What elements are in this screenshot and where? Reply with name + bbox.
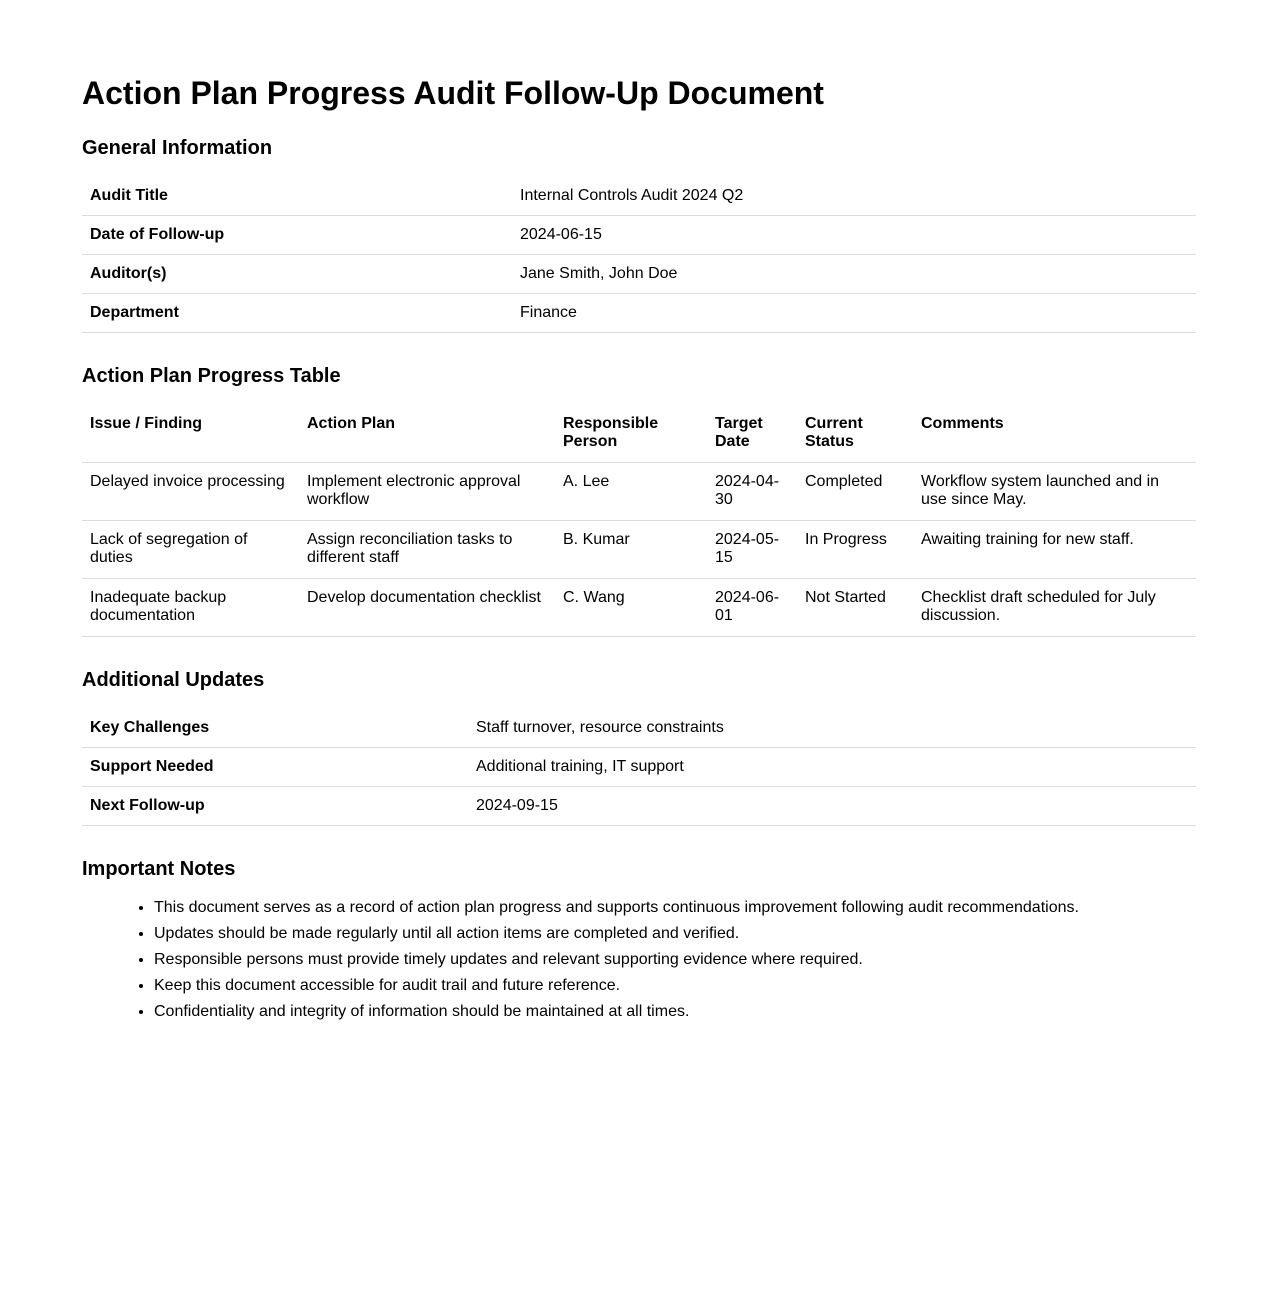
page-title: Action Plan Progress Audit Follow-Up Document bbox=[82, 75, 824, 111]
responsible-person-cell: C. Wang bbox=[555, 579, 707, 637]
list-item: • Keep this document accessible for audit trail and future reference. bbox=[154, 973, 1196, 999]
important-notes-list bbox=[82, 895, 1196, 1025]
table-row bbox=[82, 463, 1196, 521]
additional-updates-heading: Additional Updates bbox=[82, 669, 265, 691]
table-row bbox=[82, 521, 1196, 579]
issue-cell: Lack of segregation of duties bbox=[82, 521, 299, 579]
table-row bbox=[82, 255, 1196, 294]
general-info-heading: General Information bbox=[82, 137, 273, 159]
column-header-issue: Issue / Finding bbox=[82, 405, 299, 463]
list-item: • Confidentiality and integrity of information should be maintained at all times. bbox=[154, 999, 1196, 1025]
row-label: Date of Follow-up bbox=[82, 216, 512, 255]
action-plan-cell: Develop documentation checklist bbox=[299, 579, 555, 637]
table-row bbox=[82, 709, 1196, 748]
row-value: Internal Controls Audit 2024 Q2 bbox=[512, 177, 1196, 216]
list-item: • Updates should be made regularly until all action items are completed and verified. bbox=[154, 921, 1196, 947]
column-header-responsible-person: Responsible Person bbox=[555, 405, 707, 463]
row-value: Jane Smith, John Doe bbox=[512, 255, 1196, 294]
table-row bbox=[82, 294, 1196, 333]
table-row bbox=[82, 787, 1196, 826]
comments-cell: Workflow system launched and in use since May. bbox=[913, 463, 1196, 521]
row-label: Key Challenges bbox=[82, 709, 468, 748]
column-header-comments: Comments bbox=[913, 405, 1196, 463]
row-value: Additional training, IT support bbox=[468, 748, 1196, 787]
row-label: Audit Title bbox=[82, 177, 512, 216]
target-date-cell: 2024-04-30 bbox=[707, 463, 797, 521]
table-header-row bbox=[82, 405, 1196, 463]
row-label: Auditor(s) bbox=[82, 255, 512, 294]
action-plan-cell: Assign reconciliation tasks to different staff bbox=[299, 521, 555, 579]
row-value: Finance bbox=[512, 294, 1196, 333]
row-label: Next Follow-up bbox=[82, 787, 468, 826]
table-row bbox=[82, 579, 1196, 637]
progress-table-heading: Action Plan Progress Table bbox=[82, 365, 341, 387]
current-status-cell: Completed bbox=[797, 463, 913, 521]
row-value: 2024-09-15 bbox=[468, 787, 1196, 826]
important-notes-heading: Important Notes bbox=[82, 858, 236, 880]
target-date-cell: 2024-06-01 bbox=[707, 579, 797, 637]
current-status-cell: In Progress bbox=[797, 521, 913, 579]
list-item: • This document serves as a record of action plan progress and supports continuous improvement following audit recommendations. bbox=[154, 895, 1196, 921]
list-item: • Responsible persons must provide timely updates and relevant supporting evidence where required. bbox=[154, 947, 1196, 973]
table-row bbox=[82, 216, 1196, 255]
row-value: Staff turnover, resource constraints bbox=[468, 709, 1196, 748]
table-row bbox=[82, 748, 1196, 787]
additional-updates-table bbox=[82, 709, 1196, 826]
table-row bbox=[82, 177, 1196, 216]
column-header-action-plan: Action Plan bbox=[299, 405, 555, 463]
responsible-person-cell: B. Kumar bbox=[555, 521, 707, 579]
action-plan-cell: Implement electronic approval workflow bbox=[299, 463, 555, 521]
row-value: 2024-06-15 bbox=[512, 216, 1196, 255]
responsible-person-cell: A. Lee bbox=[555, 463, 707, 521]
comments-cell: Awaiting training for new staff. bbox=[913, 521, 1196, 579]
row-label: Support Needed bbox=[82, 748, 468, 787]
comments-cell: Checklist draft scheduled for July discussion. bbox=[913, 579, 1196, 637]
column-header-target-date: Target Date bbox=[707, 405, 797, 463]
column-header-current-status: Current Status bbox=[797, 405, 913, 463]
target-date-cell: 2024-05-15 bbox=[707, 521, 797, 579]
action-plan-progress-table bbox=[82, 405, 1196, 637]
issue-cell: Inadequate backup documentation bbox=[82, 579, 299, 637]
general-info-table bbox=[82, 177, 1196, 333]
current-status-cell: Not Started bbox=[797, 579, 913, 637]
issue-cell: Delayed invoice processing bbox=[82, 463, 299, 521]
row-label: Department bbox=[82, 294, 512, 333]
